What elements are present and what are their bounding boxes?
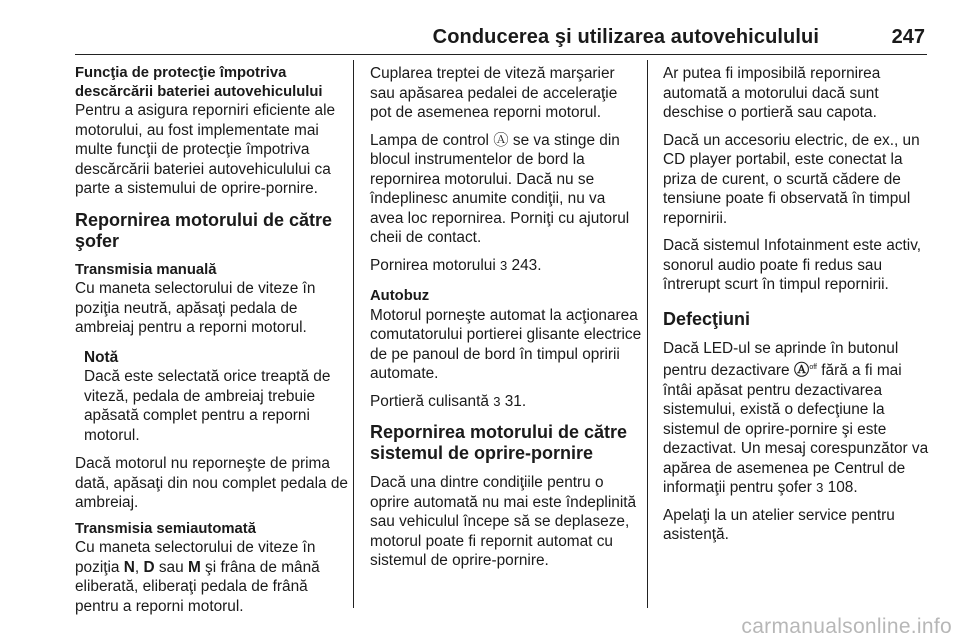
text-span: Portieră culisantă	[370, 392, 494, 410]
page-header	[75, 26, 927, 55]
page-reference-link[interactable]: 108.	[823, 479, 858, 497]
text-span: fără a fi mai întâi apăsat pentru dezactivarea sistemului, există o defecţiune la sistemul de oprire-pornire şi este dezactivat. Un mesaj corespunzător va apărea de asemenea pe Centrul de informaţii pentru şofer	[663, 362, 929, 497]
page-number: 247	[891, 26, 925, 48]
gear-d: D	[143, 558, 155, 576]
faults-heading: Defecţiuni	[663, 308, 751, 329]
column-2	[370, 64, 642, 578]
service-paragraph: Apelaţi la un atelier service pentru asistenţă.	[663, 506, 895, 544]
reverse-gear-paragraph: Cuplarea treptei de viteză marşarier sau apăsarea pedalei de acceleraţie pot de asemenea reporni motorul.	[370, 65, 618, 121]
manual-transmission-body: Cu maneta selectorului de viteze în poziţia neutră, apăsaţi pedala de ambreiaj pentru a reporni motorul.	[75, 280, 316, 336]
text-span: şi frâna de mână eliberată, eliberaţi pedala de frână pentru a reporni motorul.	[75, 558, 320, 615]
text-span: ,	[134, 558, 144, 576]
note-block	[75, 348, 353, 446]
autobuz-body: Motorul porneşte automat la acţionarea comutatorului portierei glisante electrice de pe panoul de bord în timpul opririi automate.	[370, 306, 642, 382]
column-divider-2	[647, 60, 648, 608]
text-span: Lampa de control	[370, 131, 494, 149]
infotainment-paragraph: Dacă sistemul Infotainment este activ, sonorul audio poate fi redus sau întrerupt scurt în timpul repornirii.	[663, 237, 922, 293]
text-span: Dacă LED-ul se aprinde în butonul pentru dezactivare	[663, 339, 899, 380]
page-reference-link[interactable]: 31.	[500, 392, 527, 410]
driver-restart-heading: Repornirea motorului de către şofer	[75, 209, 333, 251]
column-divider-1	[353, 60, 354, 608]
system-restart-heading: Repornirea motorului de către sistemul de oprire-pornire	[370, 422, 628, 463]
text-span: se va stinge din blocul instrumentelor de bord la repornirea motorului. Dacă nu se îndeplinesc anumite condiţii, nu va avea loc repornirea. Porniţi cu ajutorul cheii de contact.	[370, 131, 630, 246]
manual-transmission-title: Transmisia manuală	[75, 261, 217, 278]
column-3	[663, 64, 931, 553]
control-lamp-paragraph	[370, 131, 642, 248]
restart-impossible-paragraph: Ar putea fi imposibilă repornirea automată a motorului dacă sunt deschise o portieră sau capota.	[663, 65, 881, 121]
battery-protection-body: Pentru a asigura reporniri eficiente ale motorului, au fost implementate mai multe funcţii de protecţie împotriva descărcării bateriei autovehiculului ca parte a sistemului de oprire-pornire.	[75, 102, 336, 197]
page-reference-arrow-icon: 3	[493, 393, 501, 409]
text-span: Cu maneta selectorului de viteze în poziţia	[75, 539, 316, 576]
battery-protection-title: Funcţia de protecţie împotriva descărcării bateriei autovehiculului	[75, 65, 323, 100]
engine-start-reference	[370, 256, 642, 276]
text-span: sau	[154, 558, 188, 576]
note-body: Dacă este selectată orice treaptă de viteză, pedala de ambreiaj trebuie apăsată complet pentru a reporni motorul.	[84, 368, 331, 444]
page-title: Conducerea şi utilizarea autovehiculului	[432, 26, 819, 48]
watermark: carmanualsonline.info	[741, 615, 952, 638]
gear-n: N	[123, 558, 135, 576]
icon-superscript: off	[809, 364, 817, 371]
page-reference-arrow-icon: 3	[500, 257, 508, 273]
text-span: Pornirea motorului	[370, 256, 501, 274]
electric-accessory-paragraph: Dacă un accesoriu electric, de ex., un CD player portabil, este conectat la priza de curent, o scurtă cădere de tensiune poate fi observată în timpul repornirii.	[663, 131, 920, 227]
autostop-off-button-icon	[794, 362, 817, 379]
semiautomatic-transmission-title: Transmisia semiautomată	[75, 520, 256, 537]
system-restart-body: Dacă una dintre condiţiile pentru o oprire automată nu mai este îndeplinită sau vehiculul începe să se deplaseze, motorul poate fi repornit automat cu sistemul de oprire-pornire.	[370, 474, 637, 569]
restart-clutch-body: Dacă motorul nu reporneşte de prima dată, apăsaţi din nou complet pedala de ambreiaj.	[75, 455, 348, 511]
page-reference-link[interactable]: 243.	[507, 256, 542, 274]
autostop-lamp-icon: Ⓐ	[493, 131, 509, 149]
autobuz-title: Autobuz	[370, 288, 430, 304]
note-title: Notă	[84, 348, 119, 366]
column-1	[75, 64, 353, 623]
icon-glyph: Ⓐ	[793, 362, 810, 380]
gear-m: M	[187, 558, 201, 576]
semiautomatic-transmission-body	[75, 538, 353, 616]
faults-body	[663, 339, 931, 498]
sliding-door-reference	[370, 392, 642, 412]
page-reference-arrow-icon: 3	[816, 480, 824, 496]
